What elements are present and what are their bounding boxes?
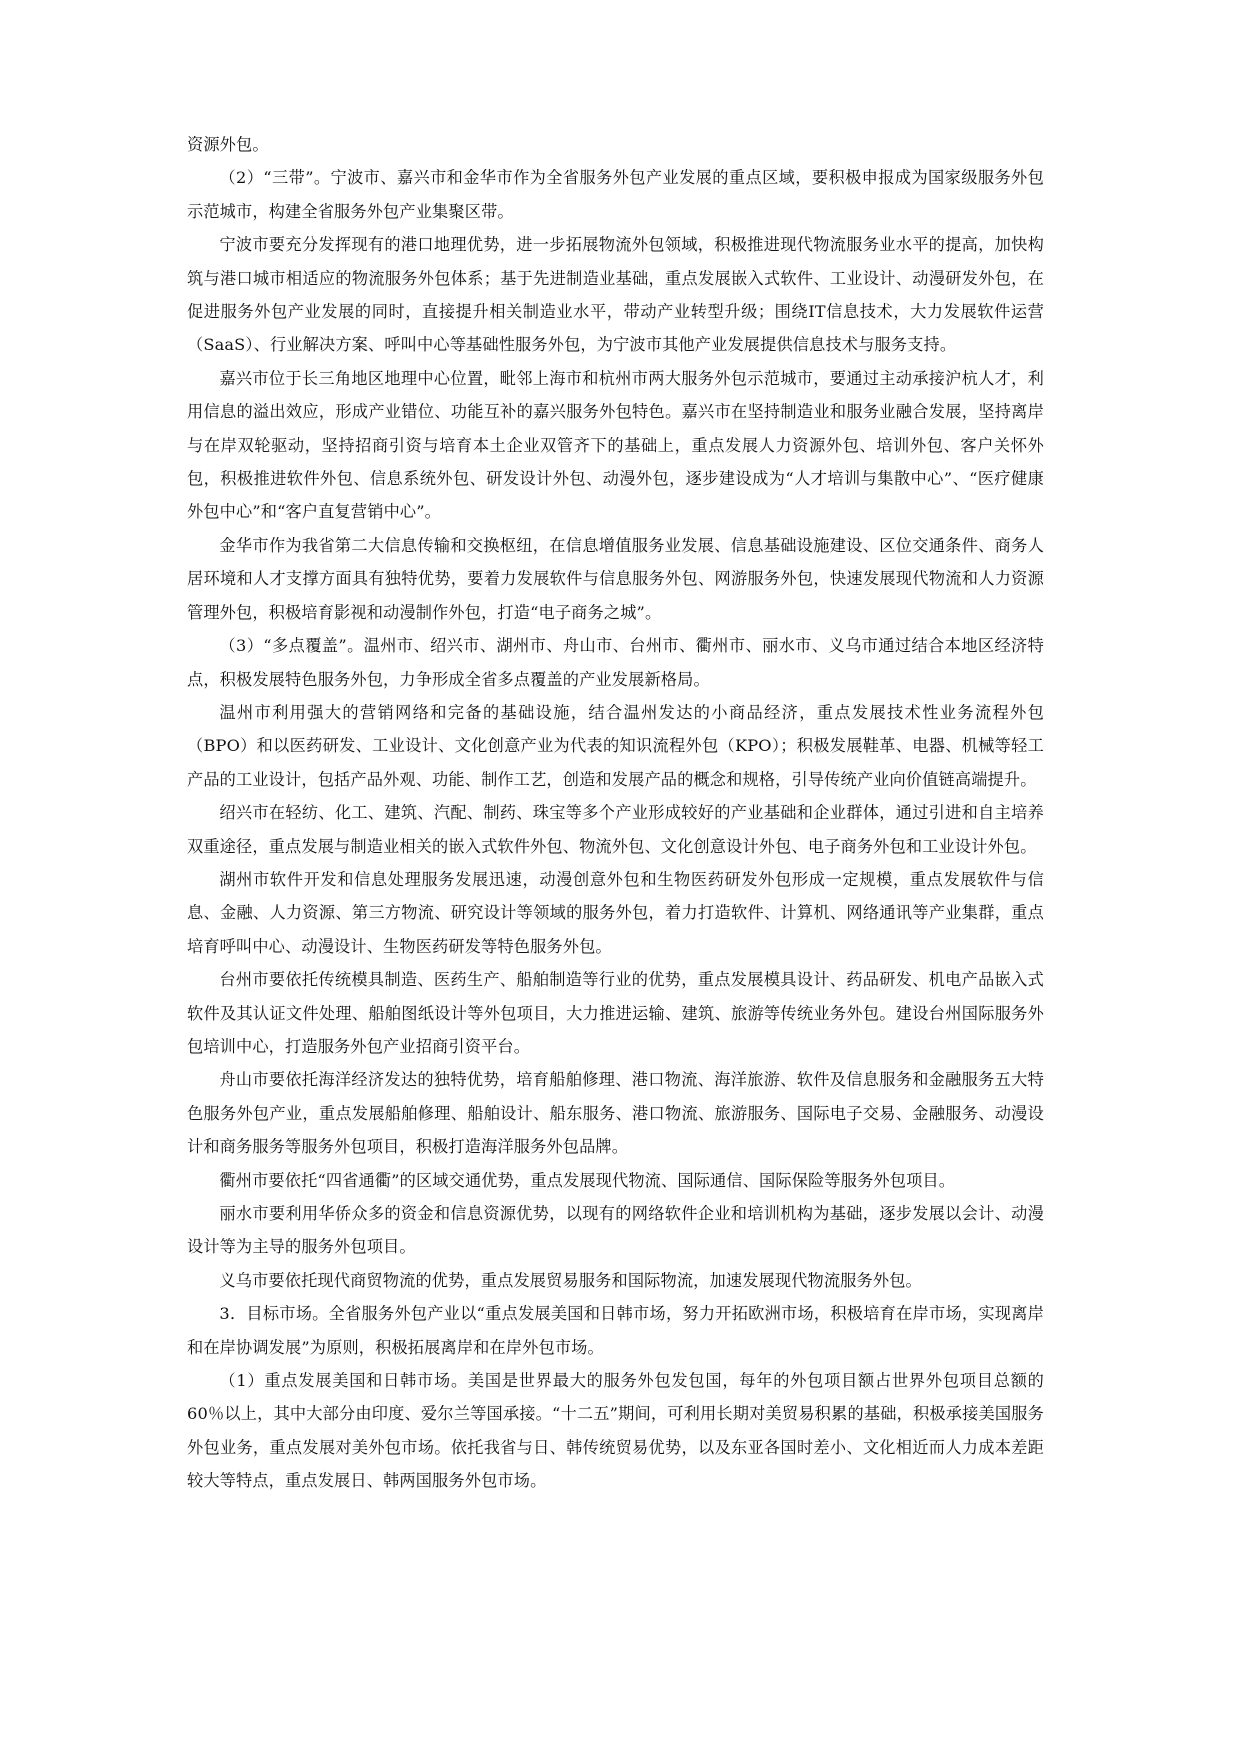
paragraph-jinhua: 金华市作为我省第二大信息传输和交换枢纽，在信息增值服务业发展、信息基础设施建设、区位交通条件、商务人居环境和人才支撑方面具有独特优势，要着力发展软件与信息服务外包、网游服务外包，快速发展现代物流和人力资源管理外包，积极培育影视和动漫制作外包，打造“电子商务之城”。	[187, 535, 1044, 622]
paragraph-yiwu: 义乌市要依托现代商贸物流的优势，重点发展贸易服务和国际物流，加速发展现代物流服务外包。	[219, 1270, 922, 1290]
paragraph-three-belts: （2）“三带”。宁波市、嘉兴市和金华市作为全省服务外包产业发展的重点区域，要积极申报成为国家级服务外包示范城市，构建全省服务外包产业集聚区带。	[187, 168, 1044, 221]
paragraph-target-market: 3．目标市场。全省服务外包产业以“重点发展美国和日韩市场，努力开拓欧洲市场，积极培育在岸市场，实现离岸和在岸协调发展”为原则，积极拓展离岸和在岸外包市场。	[187, 1304, 1044, 1357]
paragraph-quzhou: 衢州市要依托“四省通衢”的区域交通优势，重点发展现代物流、国际通信、国际保险等服务外包项目。	[219, 1170, 956, 1190]
paragraph-zhoushan: 舟山市要依托海洋经济发达的独特优势，培育船舶修理、港口物流、海洋旅游、软件及信息服务和金融服务五大特色服务外包产业，重点发展船舶修理、船舶设计、船东服务、港口物流、旅游服务、国际电子交易、金融服务、动漫设计和商务服务等服务外包项目，积极打造海洋服务外包品牌。	[187, 1070, 1044, 1157]
paragraph-shaoxing: 绍兴市在轻纺、化工、建筑、汽配、制药、珠宝等多个产业形成较好的产业基础和企业群体，通过引进和自主培养双重途径，重点发展与制造业相关的嵌入式软件外包、物流外包、文化创意设计外包、电子商务外包和工业设计外包。	[187, 803, 1044, 856]
paragraph-lishui: 丽水市要利用华侨众多的资金和信息资源优势，以现有的网络软件企业和培训机构为基础，逐步发展以会计、动漫设计等为主导的服务外包项目。	[187, 1204, 1044, 1257]
paragraph-us-japan-korea: （1）重点发展美国和日韩市场。美国是世界最大的服务外包发包国，每年的外包项目额占世界外包项目总额的60％以上，其中大部分由印度、爱尔兰等国承接。“十二五”期间，可利用长期对美贸易积累的基础，积极承接美国服务外包业务，重点发展对美外包市场。依托我省与日、韩传统贸易优势，以及东亚各国时差小、文化相近而人力成本差距较大等特点，重点发展日、韩两国服务外包市场。	[187, 1371, 1044, 1491]
paragraph-ningbo: 宁波市要充分发挥现有的港口地理优势，进一步拓展物流外包领域，积极推进现代物流服务业水平的提高，加快构筑与港口城市相适应的物流服务外包体系；基于先进制造业基础，重点发展嵌入式软件、工业设计、动漫研发外包，在促进服务外包产业发展的同时，直接提升相关制造业水平，带动产业转型升级；围绕IT信息技术，大力发展软件运营（SaaS）、行业解决方案、呼叫中心等基础性服务外包，为宁波市其他产业发展提供信息技术与服务支持。	[187, 235, 1044, 355]
paragraph-huzhou: 湖州市软件开发和信息处理服务发展迅速，动漫创意外包和生物医药研发外包形成一定规模，重点发展软件与信息、金融、人力资源、第三方物流、研究设计等领域的服务外包，着力打造软件、计算机、网络通讯等产业集群，重点培育呼叫中心、动漫设计、生物医药研发等特色服务外包。	[187, 869, 1044, 956]
paragraph-multi-point: （3）“多点覆盖”。温州市、绍兴市、湖州市、舟山市、台州市、衢州市、丽水市、义乌市通过结合本地区经济特点，积极发展特色服务外包，力争形成全省多点覆盖的产业发展新格局。	[187, 636, 1044, 689]
paragraph-wenzhou: 温州市利用强大的营销网络和完备的基础设施，结合温州发达的小商品经济，重点发展技术性业务流程外包（BPO）和以医药研发、工业设计、文化创意产业为代表的知识流程外包（KPO）；积极发展鞋革、电器、机械等轻工产品的工业设计，包括产品外观、功能、制作工艺，创造和发展产品的概念和规格，引导传统产业向价值链高端提升。	[187, 702, 1044, 789]
document-page	[187, 128, 1044, 1498]
paragraph-continuation: 资源外包。	[187, 135, 269, 154]
paragraph-taizhou: 台州市要依托传统模具制造、医药生产、船舶制造等行业的优势，重点发展模具设计、药品研发、机电产品嵌入式软件及其认证文件处理、船舶图纸设计等外包项目，大力推进运输、建筑、旅游等传统业务外包。建设台州国际服务外包培训中心，打造服务外包产业招商引资平台。	[187, 970, 1044, 1056]
paragraph-jiaxing: 嘉兴市位于长三角地区地理中心位置，毗邻上海市和杭州市两大服务外包示范城市，要通过主动承接沪杭人才，利用信息的溢出效应，形成产业错位、功能互补的嘉兴服务外包特色。嘉兴市在坚持制造业和服务业融合发展，坚持离岸与在岸双轮驱动，坚持招商引资与培育本土企业双管齐下的基础上，重点发展人力资源外包、培训外包、客户关怀外包，积极推进软件外包、信息系统外包、研发设计外包、动漫外包，逐步建设成为“人才培训与集散中心”、“医疗健康外包中心”和“客户直复营销中心”。	[187, 368, 1044, 522]
